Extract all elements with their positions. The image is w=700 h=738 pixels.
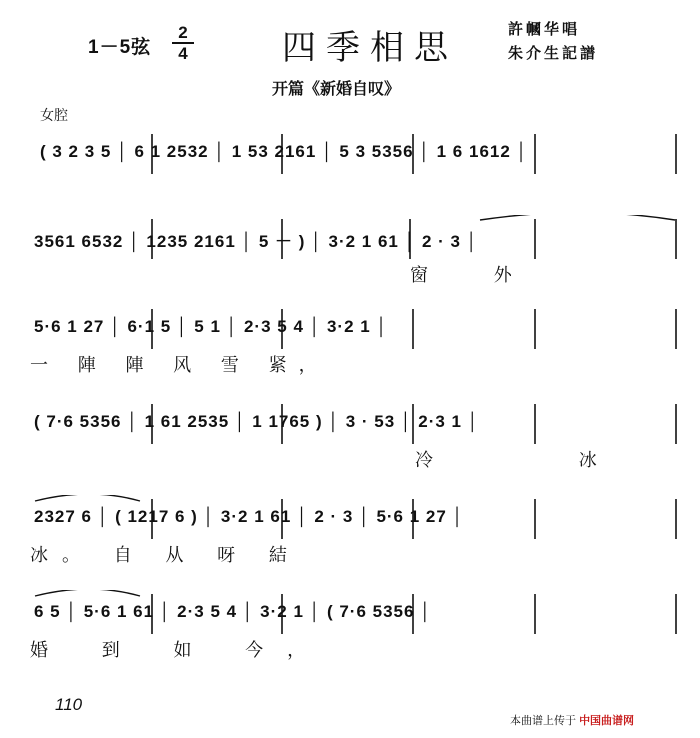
notation-line: 6 5 │ 5·6 1 61 │ 2·3 5 4 │ 3·2 1 │ ( 7·6 5356 │ bbox=[34, 602, 432, 621]
score-system bbox=[30, 305, 680, 375]
lyrics-line: 窗 外 bbox=[410, 265, 542, 286]
page-number: 110 bbox=[55, 695, 83, 714]
lyrics-line: 冰。 自 从 呀 結 bbox=[30, 545, 301, 566]
footer-watermark bbox=[510, 712, 634, 728]
score-system bbox=[30, 215, 680, 285]
score-system bbox=[30, 400, 680, 470]
score-system bbox=[30, 130, 680, 200]
voice-label: 女腔 bbox=[40, 107, 68, 123]
footer-text: 本曲谱上传于 bbox=[510, 715, 576, 727]
notation-line: ( 3 2 3 5 │ 6 1 2532 │ 1 53 2161 │ 5 3 5356 │ 1 6 1612 │ bbox=[40, 142, 529, 161]
subtitle: 开篇《新婚自叹》 bbox=[272, 81, 401, 98]
notation-line: 3561 6532 │ 1235 2161 │ 5 － ) │ 3·2 1 61 │ 2 · 3 │ bbox=[34, 232, 479, 251]
lyrics-line: 冷 冰 bbox=[415, 450, 667, 471]
time-signature bbox=[172, 24, 194, 62]
notation-line: 5·6 1 27 │ 6·1 5 │ 5 1 │ 2·3 5 4 │ 3·2 1 │ bbox=[34, 317, 389, 336]
score-system bbox=[30, 590, 680, 660]
song-title: 四季相思 bbox=[282, 28, 458, 68]
lyrics-line: 婚 到 如 今， bbox=[30, 640, 330, 661]
footer-brand: 中国曲谱网 bbox=[579, 715, 635, 727]
staff-lines bbox=[30, 130, 680, 200]
lyrics-line: 一 陣 陣 风 雪 紧， bbox=[30, 355, 329, 376]
time-numerator: 2 bbox=[178, 23, 188, 42]
key-signature: 1－5弦 bbox=[88, 37, 152, 58]
notator-credit: 朱介生記譜 bbox=[508, 45, 599, 62]
notation-line: 2327 6 │ ( 1217 6 ) │ 3·2 1 61 │ 2 · 3 │ 5·6 1 27 │ bbox=[34, 507, 465, 526]
score-system bbox=[30, 495, 680, 565]
notation-line: ( 7·6 5356 │ 1 61 2535 │ 1 1765 ) │ 3 · 53 │ 2·3 1 │ bbox=[34, 412, 480, 431]
time-denominator: 4 bbox=[178, 44, 188, 63]
singer-credit: 許幗华唱 bbox=[508, 21, 581, 38]
